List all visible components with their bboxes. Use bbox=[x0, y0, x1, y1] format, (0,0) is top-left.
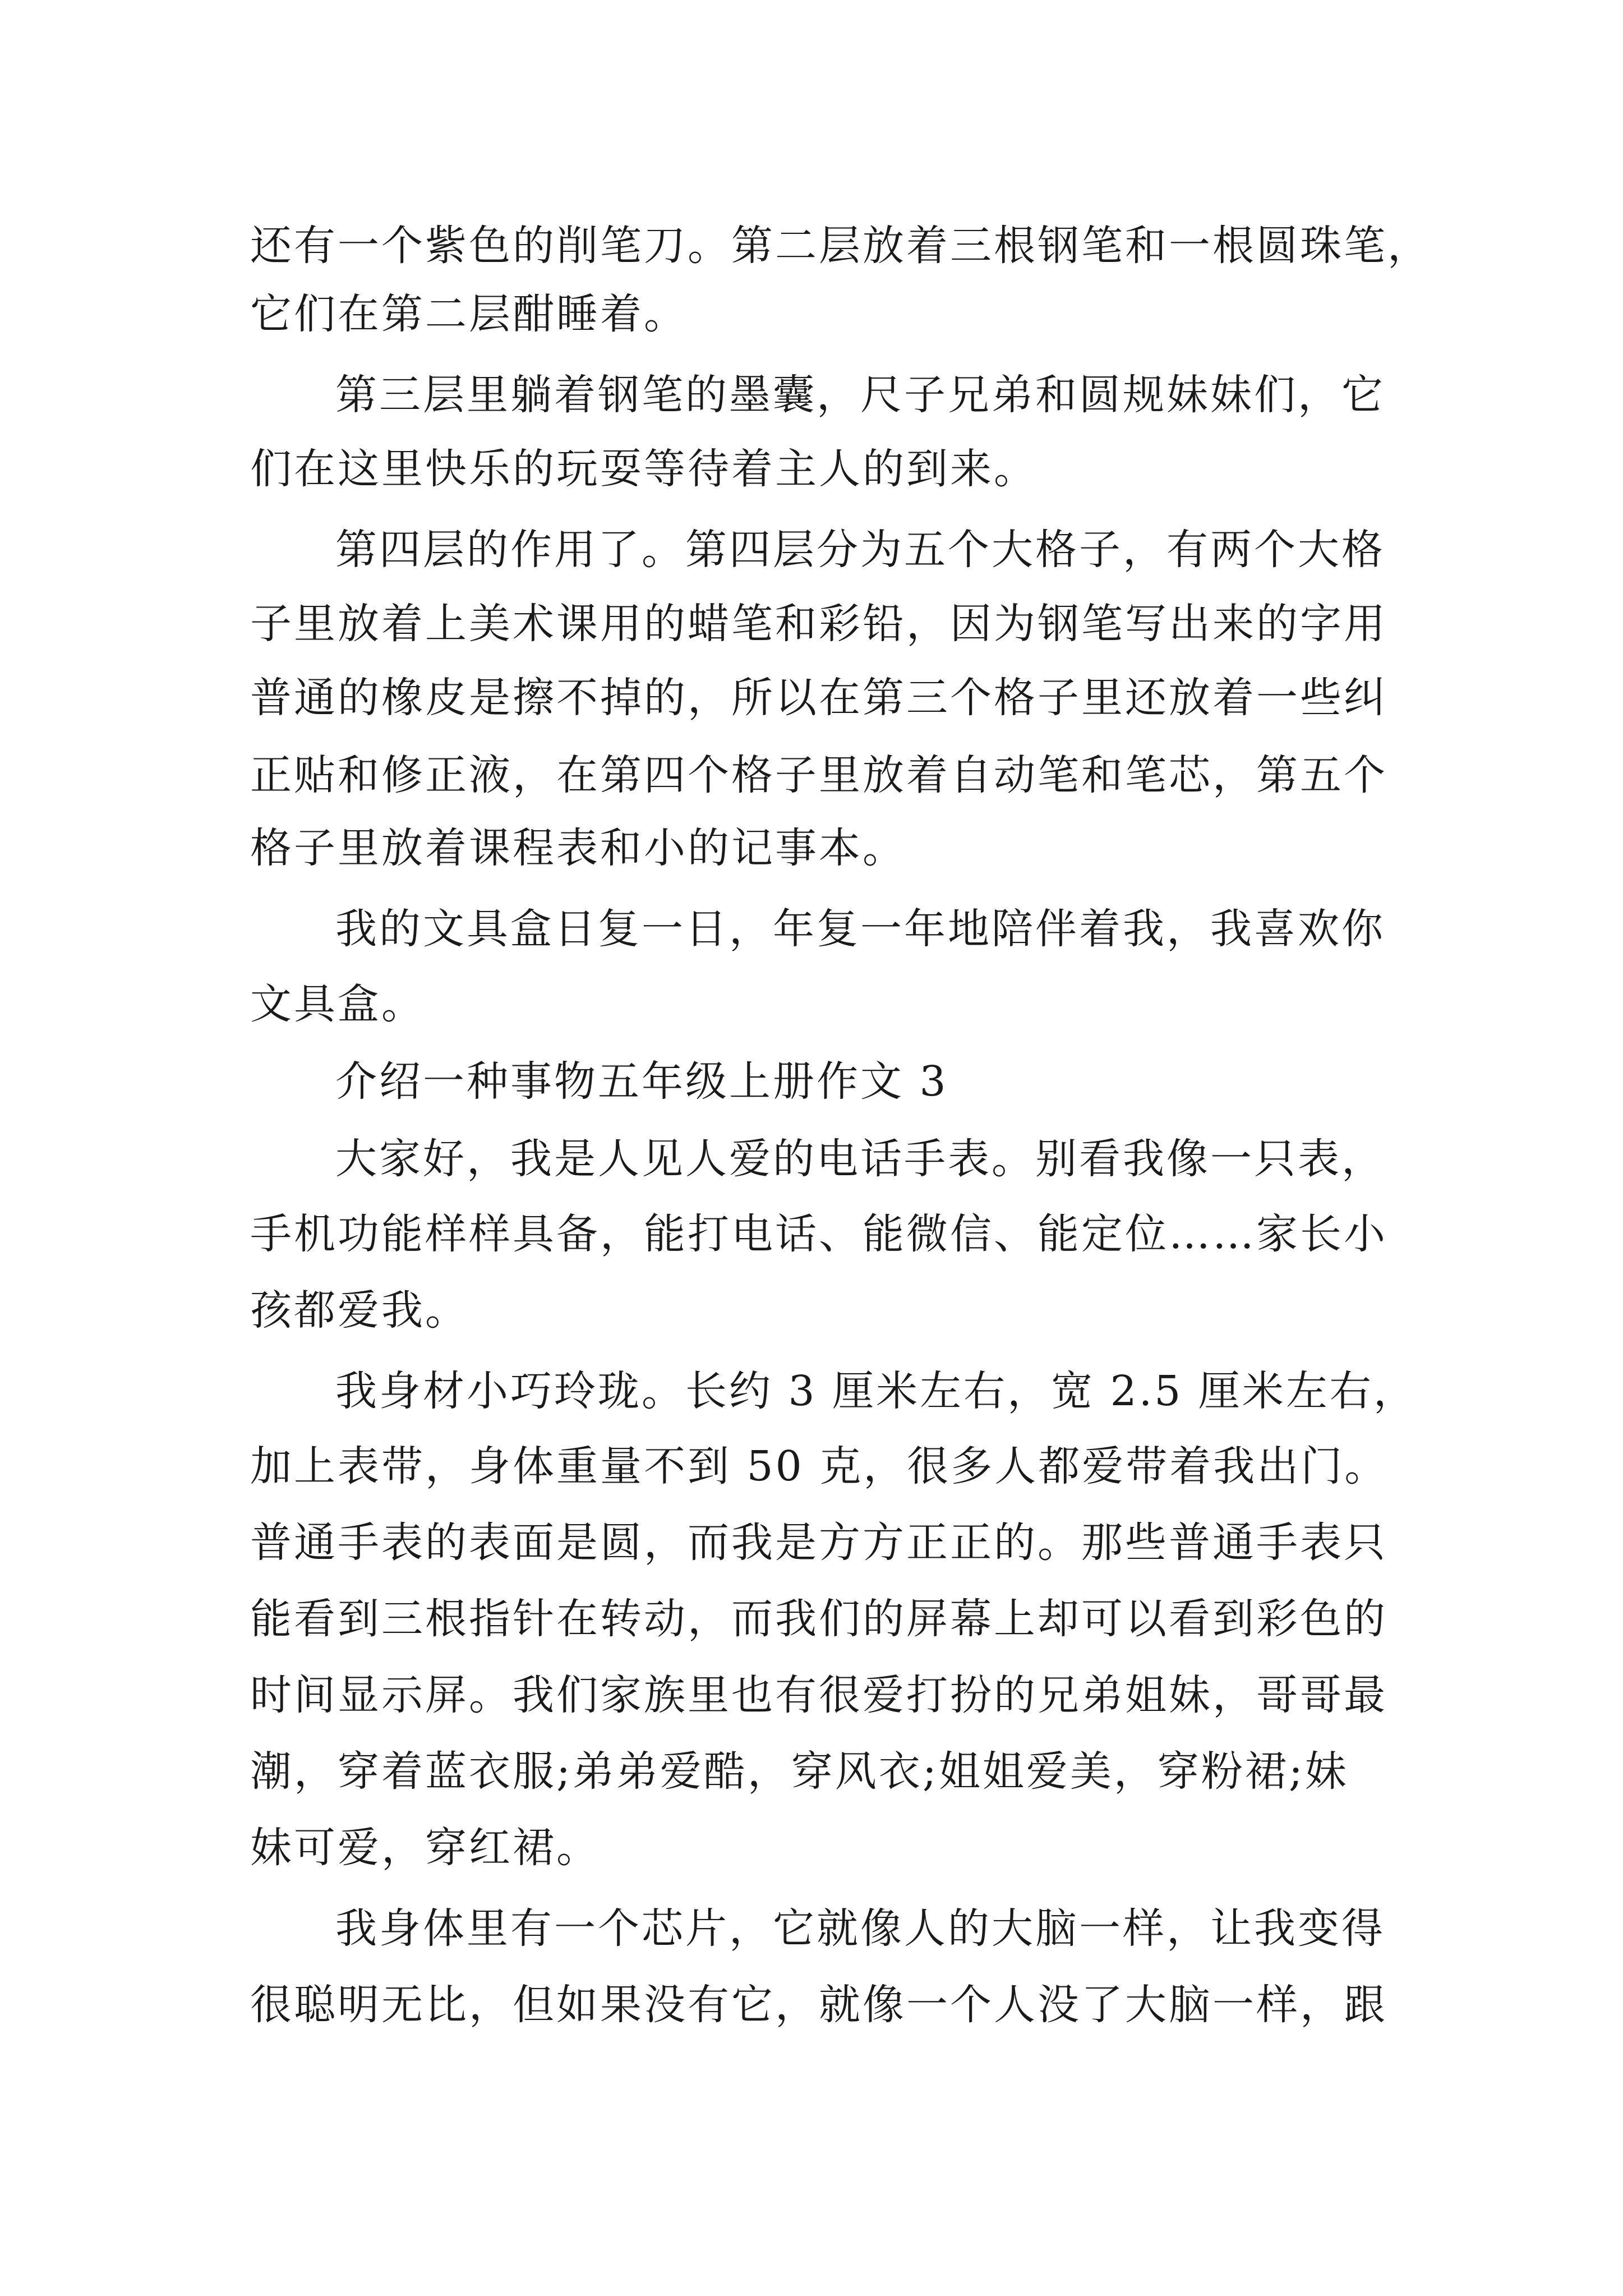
text-line: 正贴和修正液，在第四个格子里放着自动笔和笔芯，第五个 bbox=[250, 751, 1387, 799]
text-line: 妹可爱，穿红裙。 bbox=[250, 1824, 600, 1872]
text-line: 还有一个紫色的削笔刀。第二层放着三根钢笔和一根圆珠笔， bbox=[250, 222, 1431, 270]
text-line: 手机功能样样具备，能打电话、能微信、能定位……家长小 bbox=[250, 1210, 1387, 1258]
text-line: 我的文具盒日复一日，年复一年地陪伴着我，我喜欢你 bbox=[335, 905, 1385, 953]
text-line: 子里放着上美术课用的蜡笔和彩铅，因为钢笔写出来的字用 bbox=[250, 600, 1387, 648]
text-line: 格子里放着课程表和小的记事本。 bbox=[250, 824, 906, 872]
text-line: 能看到三根指针在转动，而我们的屏幕上却可以看到彩色的 bbox=[250, 1595, 1387, 1643]
text-line: 加上表带，身体重量不到 50 克，很多人都爱带着我出门。 bbox=[250, 1442, 1389, 1490]
text-line: 很聪明无比，但如果没有它，就像一个人没了大脑一样，跟 bbox=[250, 1981, 1387, 2029]
text-line: 普通手表的表面是圆，而我是方方正正的。那些普通手表只 bbox=[250, 1519, 1387, 1567]
text-line: 潮，穿着蓝衣服;弟弟爱酷，穿风衣;姐姐爱美，穿粉裙;妹 bbox=[250, 1747, 1349, 1796]
section-heading: 介绍一种事物五年级上册作文 3 bbox=[335, 1057, 948, 1106]
text-line: 普通的橡皮是擦不掉的，所以在第三个格子里还放着一些纠 bbox=[250, 674, 1387, 722]
text-line: 第三层里躺着钢笔的墨囊，尺子兄弟和圆规妹妹们，它 bbox=[335, 371, 1385, 419]
text-line: 大家好，我是人见人爱的电话手表。别看我像一只表， bbox=[335, 1135, 1385, 1183]
text-line: 时间显示屏。我们家族里也有很爱打扮的兄弟姐妹，哥哥最 bbox=[250, 1671, 1387, 1719]
text-line: 文具盒。 bbox=[250, 980, 425, 1028]
text-line: 孩都爱我。 bbox=[250, 1286, 469, 1335]
text-line: 第四层的作用了。第四层分为五个大格子，有两个大格 bbox=[335, 526, 1385, 574]
text-line: 我身材小巧玲珑。长约 3 厘米左右，宽 2.5 厘米左右， bbox=[335, 1367, 1417, 1415]
text-line: 们在这里快乐的玩耍等待着主人的到来。 bbox=[250, 445, 1038, 493]
text-line: 我身体里有一个芯片，它就像人的大脑一样，让我变得 bbox=[335, 1904, 1385, 1953]
text-line: 它们在第二层酣睡着。 bbox=[250, 290, 688, 338]
